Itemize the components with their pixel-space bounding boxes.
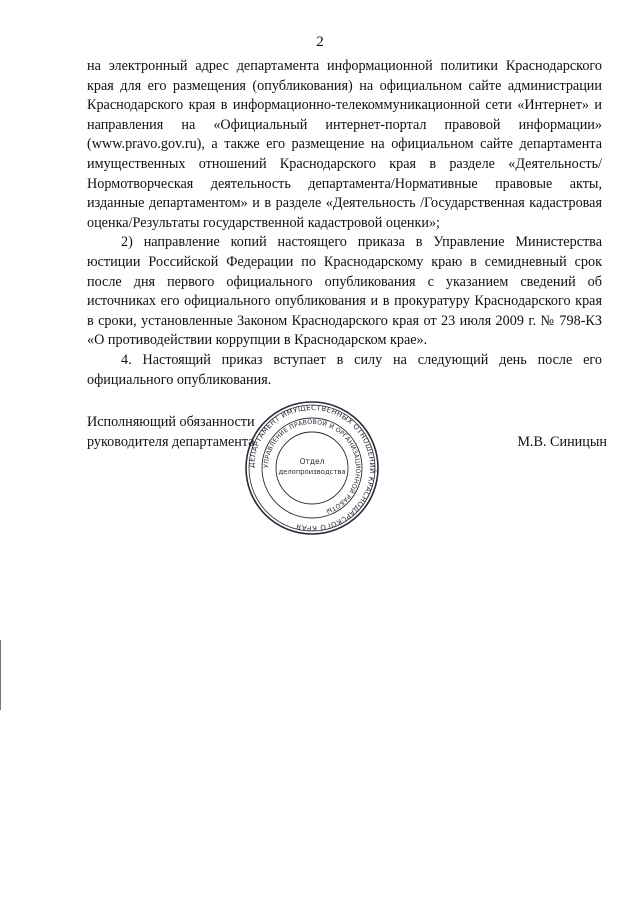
page-number: 2 — [316, 34, 324, 50]
position-line-1: Исполняющий обязанности — [87, 414, 255, 430]
official-stamp — [244, 400, 380, 536]
stamp-outer-text: ДЕПАРТАМЕНТ ИМУЩЕСТВЕННЫХ ОТНОШЕНИЙ КРАСНОДАРСКОГО КРАЯ — [247, 403, 377, 533]
scan-margin-mark — [0, 640, 1, 710]
signatory-name: М.В. Синицын — [517, 434, 607, 450]
paragraph-item-2: 2) направление копий настоящего приказа в Управление Министерства юстиции Российской Федерации по Краснодарскому краю в семидневный срок после дня первого официального опубликования с указанием сведений об источниках его официального опубликования и в прокуратуру Краснодарского края в сроки, установленные Законом Краснодарского края от 23 июля 2009 г. № 798-КЗ «О противодействии коррупции в Краснодарском крае». — [87, 234, 602, 349]
paragraph-continuation: на электронный адрес департамента информационной политики Краснодарского края для его размещения (опубликования) на официальном сайте администрации Краснодарского края в информационно-телекоммуникационной сети «Интернет» и направления на «Официальный интернет-портал правовой информации» (www.pravo.gov.ru), а также его размещение на официальном сайте департамента имущественных отношений Краснодарского края в разделе «Деятельность/Нормотворческая деятельность департамента/Нормативные правовые акты, изданные департаментом» и в разделе «Деятельность /Государственная кадастровая оценка/Результаты государственной кадастровой оценки»; — [87, 58, 602, 231]
signatory-position — [87, 412, 255, 452]
position-line-2: руководителя департамента — [87, 434, 255, 450]
stamp-ring-text: УПРАВЛЕНИЕ ПРАВОВОЙ И ОРГАНИЗАЦИОННОЙ РАБОТЫ — [262, 418, 362, 515]
stamp-center-line-1: Отдел — [299, 457, 325, 466]
paragraph-item-4: 4. Настоящий приказ вступает в силу на следующий день после его официального опубликования. — [87, 351, 602, 388]
document-body — [87, 57, 602, 390]
signature-block — [87, 403, 607, 552]
stamp-center-line-2: делопроизводства — [278, 468, 346, 476]
